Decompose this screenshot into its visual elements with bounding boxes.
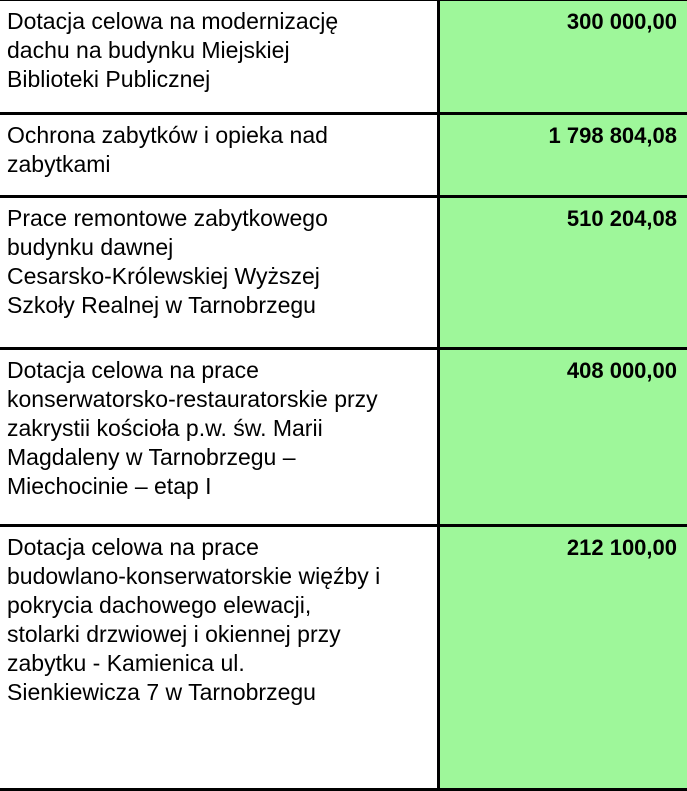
description-text: Prace remontowe zabytkowego budynku dawnej Cesarsko-Królewskiej Wyższej Szkoły Realnej w Tarnobrzegu: [0, 198, 437, 320]
amount-cell: [439, 0, 687, 114]
description-cell: [0, 0, 439, 114]
description-cell: [0, 349, 439, 526]
amount-value: 300 000,00: [440, 1, 687, 36]
description-cell: [0, 197, 439, 349]
amount-cell: [439, 526, 687, 790]
description-text: Dotacja celowa na modernizację dachu na budynku Miejskiej Biblioteki Publicznej: [0, 1, 437, 94]
amount-cell: [439, 197, 687, 349]
description-text: Dotacja celowa na prace konserwatorsko-restauratorskie przy zakrystii kościoła p.w. św. Marii Magdaleny w Tarnobrzegu – Miechocinie – etap I: [0, 350, 437, 501]
amount-cell: [439, 114, 687, 197]
table-row: [0, 114, 687, 197]
description-cell: [0, 526, 439, 790]
amount-value: 1 798 804,08: [440, 115, 687, 150]
description-cell: [0, 114, 439, 197]
amount-value: 212 100,00: [440, 527, 687, 562]
table-row: [0, 349, 687, 526]
table-row: [0, 197, 687, 349]
table-row: [0, 0, 687, 114]
amount-value: 510 204,08: [440, 198, 687, 233]
description-text: Dotacja celowa na prace budowlano-konserwatorskie więźby i pokrycia dachowego elewacji, stolarki drzwiowej i okiennej przy zabytku - Kamienica ul. Sienkiewicza 7 w Tarnobrzegu: [0, 527, 437, 707]
description-text: Ochrona zabytków i opieka nad zabytkami: [0, 115, 437, 179]
amount-cell: [439, 349, 687, 526]
table-row: [0, 526, 687, 790]
amount-value: 408 000,00: [440, 350, 687, 385]
